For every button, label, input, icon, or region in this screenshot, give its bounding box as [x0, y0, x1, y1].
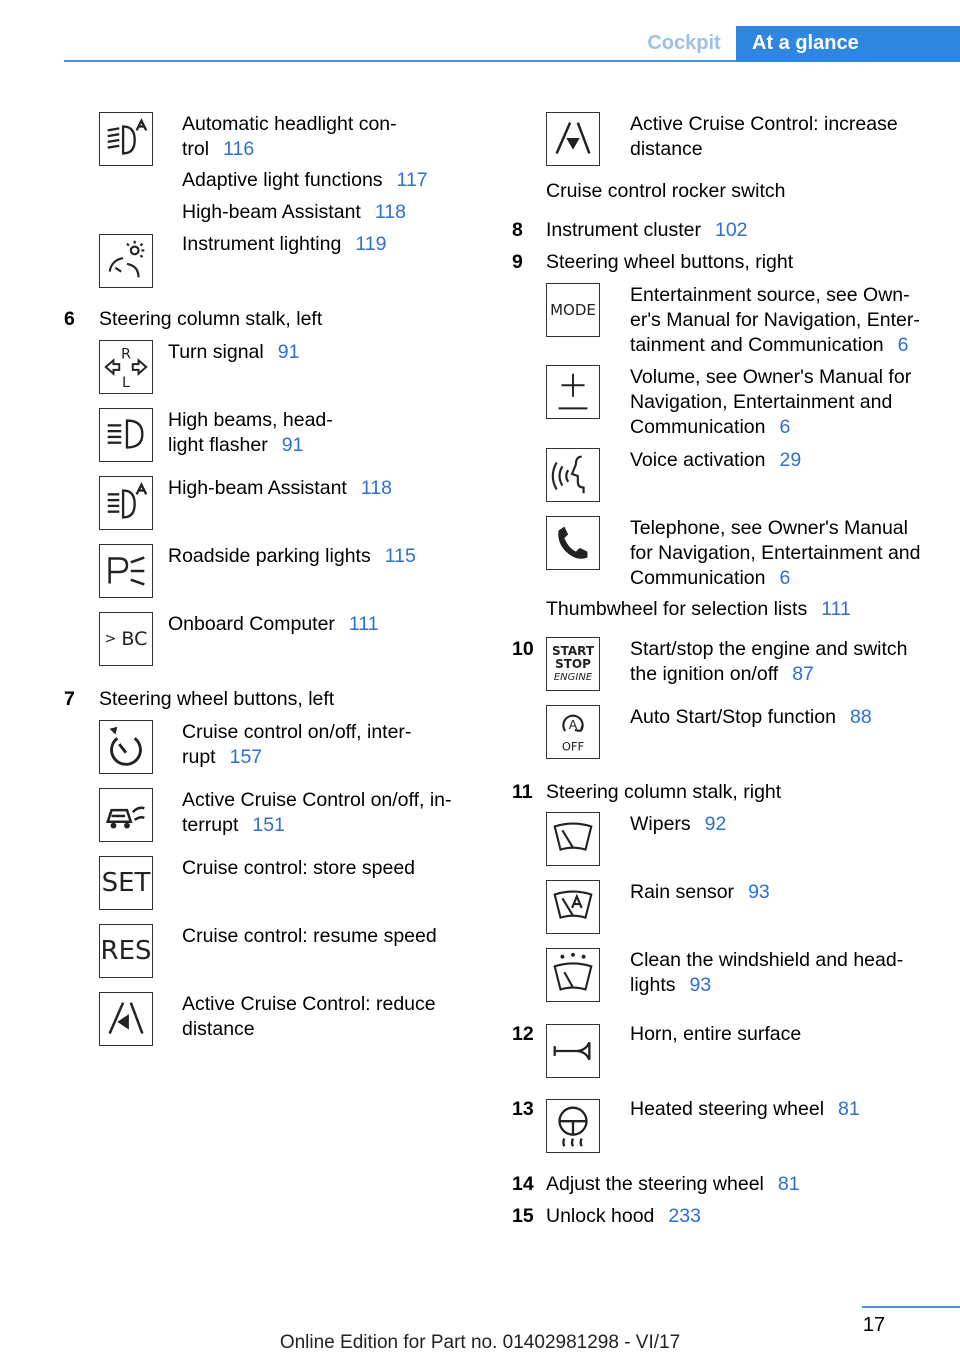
svg-text:L: L: [121, 375, 131, 392]
section-title: Steering wheel buttons, right: [546, 251, 794, 273]
set-speed-icon: SET: [99, 856, 153, 910]
item-number: 12: [512, 1023, 534, 1045]
page-ref-link[interactable]: 118: [360, 477, 392, 499]
store-speed-entry: Cruise control: store speed: [182, 857, 416, 879]
section-title: Steering column stalk, left: [99, 308, 323, 330]
onboard-computer-icon: > BC: [99, 612, 153, 666]
edition-footer: Online Edition for Part no. 01402981298 - VI/17: [279, 1332, 681, 1353]
onboard-computer-entry: Onboard Computer 111: [168, 613, 379, 635]
instrument-lighting-entry: Instrument lighting 119: [182, 233, 387, 255]
page-ref-link[interactable]: 93: [748, 881, 770, 903]
page-ref-link[interactable]: 6: [897, 334, 909, 356]
rain-sensor-icon: [546, 880, 600, 934]
increase-distance-icon: [546, 112, 600, 166]
item-number: 7: [64, 688, 75, 710]
resume-speed-icon: RES: [99, 924, 153, 978]
volume-icon: [546, 365, 600, 419]
volume-entry: Volume, see Owner's Manual for Navigation, Entertainment and Communication 6: [630, 366, 912, 438]
svg-text:OFF: OFF: [561, 739, 585, 754]
page-ref-link[interactable]: 111: [348, 613, 379, 635]
high-beam-icon: [99, 408, 153, 462]
section-label[interactable]: Cockpit: [647, 32, 721, 54]
thumbwheel-entry: Thumbwheel for selection lists 111: [546, 598, 851, 620]
page-ref-link[interactable]: 115: [384, 545, 416, 567]
page-ref-link[interactable]: 87: [792, 663, 814, 685]
page-ref-link[interactable]: 118: [374, 201, 406, 223]
item-number: 8: [512, 219, 523, 241]
adjust-steering-entry: Adjust the steering wheel 81: [546, 1173, 800, 1195]
auto-start-stop-entry: Auto Start/Stop function 88: [630, 706, 872, 728]
high-beam-assistant-icon: [99, 476, 153, 530]
item-number: 11: [512, 781, 533, 803]
cruise-control-entry: Cruise control on/off, inter- rupt 157: [182, 721, 412, 768]
page-ref-link[interactable]: 119: [355, 233, 387, 255]
increase-distance-entry: Active Cruise Control: increase distance: [630, 113, 898, 160]
turn-signal-entry: Turn signal 91: [168, 341, 300, 363]
horn-icon: [546, 1024, 600, 1078]
resume-speed-entry: Cruise control: resume speed: [182, 925, 437, 947]
page-ref-link[interactable]: 91: [277, 341, 300, 363]
high-beam-assistant-entry: High-beam Assistant 118: [182, 201, 406, 223]
voice-activation-entry: Voice activation 29: [630, 449, 802, 471]
high-beam-assistant-entry: High-beam Assistant 118: [168, 477, 392, 499]
automatic-headlight-icon: [99, 112, 153, 166]
page-header: [0, 0, 960, 62]
footer-rule: [862, 1306, 960, 1308]
instrument-lighting-icon: [99, 234, 153, 288]
parking-light-entry: Roadside parking lights 115: [168, 545, 416, 567]
horn-entry: Horn, entire surface: [630, 1023, 802, 1045]
page-ref-link[interactable]: 233: [668, 1205, 701, 1227]
parking-light-icon: [99, 544, 153, 598]
page-ref-link[interactable]: 151: [252, 814, 285, 836]
item-number: 13: [512, 1098, 534, 1120]
heated-steering-entry: Heated steering wheel 81: [630, 1098, 860, 1120]
wipers-entry: Wipers 92: [630, 813, 727, 835]
mode-button-icon: MODE: [546, 283, 600, 337]
item-number: 15: [512, 1205, 534, 1227]
page-ref-link[interactable]: 92: [704, 813, 727, 835]
page-ref-link[interactable]: 6: [779, 567, 791, 589]
rocker-switch-label: Cruise control rocker switch: [546, 180, 786, 202]
page-ref-link[interactable]: 91: [281, 434, 304, 456]
item-number: 14: [512, 1173, 534, 1195]
reduce-distance-entry: Active Cruise Control: reduce distance: [182, 993, 436, 1040]
page-ref-link[interactable]: 102: [714, 219, 748, 241]
start-stop-engine-icon: START STOP ENGINE: [546, 637, 600, 691]
start-stop-entry: Start/stop the engine and switch the ignition on/off 87: [630, 638, 908, 685]
page-ref-link[interactable]: 111: [821, 598, 851, 620]
heated-steering-wheel-icon: [546, 1099, 600, 1153]
item-number: 6: [64, 308, 75, 330]
entertainment-source-entry: Entertainment source, see Own- er's Manual for Navigation, Enter- tainment and Communication 6: [630, 284, 920, 356]
section-title: Steering column stalk, right: [546, 781, 782, 803]
telephone-icon: [546, 516, 600, 570]
high-beam-entry: High beams, head- light flasher 91: [168, 409, 333, 456]
adaptive-light-entry: Adaptive light functions 117: [182, 169, 428, 191]
section-title: Steering wheel buttons, left: [99, 688, 335, 710]
page-ref-link[interactable]: 81: [838, 1098, 860, 1120]
svg-text:A: A: [568, 717, 578, 733]
svg-text:R: R: [120, 346, 132, 363]
washer-entry: Clean the windshield and head- lights 93: [630, 949, 904, 996]
turn-signal-icon: [99, 340, 153, 394]
cruise-control-icon: [99, 720, 153, 774]
active-cruise-entry: Active Cruise Control on/off, in- terrupt 151: [182, 789, 452, 836]
item-number: 10: [512, 638, 534, 660]
reduce-distance-icon: [99, 992, 153, 1046]
telephone-entry: Telephone, see Owner's Manual for Navigation, Entertainment and Communication 6: [630, 517, 921, 589]
page-ref-link[interactable]: 81: [777, 1173, 800, 1195]
washer-icon: [546, 948, 600, 1002]
unlock-hood-entry: Unlock hood 233: [546, 1205, 701, 1227]
page-ref-link[interactable]: 93: [689, 974, 712, 996]
page-ref-link[interactable]: 88: [849, 706, 872, 728]
voice-activation-icon: [546, 448, 600, 502]
page-ref-link[interactable]: 117: [396, 169, 428, 191]
active-cruise-icon: [99, 788, 153, 842]
rain-sensor-entry: Rain sensor 93: [630, 881, 770, 903]
page-ref-link[interactable]: 157: [229, 746, 263, 768]
page-ref-link[interactable]: 116: [223, 138, 255, 160]
automatic-headlight-entry: Automatic headlight con- trol 116: [182, 113, 397, 160]
item-number: 9: [512, 251, 523, 273]
wiper-icon: [546, 812, 600, 866]
auto-start-stop-icon: [546, 705, 600, 759]
page-ref-link[interactable]: 29: [779, 449, 802, 471]
page-ref-link[interactable]: 6: [779, 416, 791, 438]
chapter-tab[interactable]: At a glance: [736, 26, 960, 62]
instrument-cluster-entry: Instrument cluster 102: [546, 219, 748, 241]
page-number: 17: [862, 1314, 886, 1336]
